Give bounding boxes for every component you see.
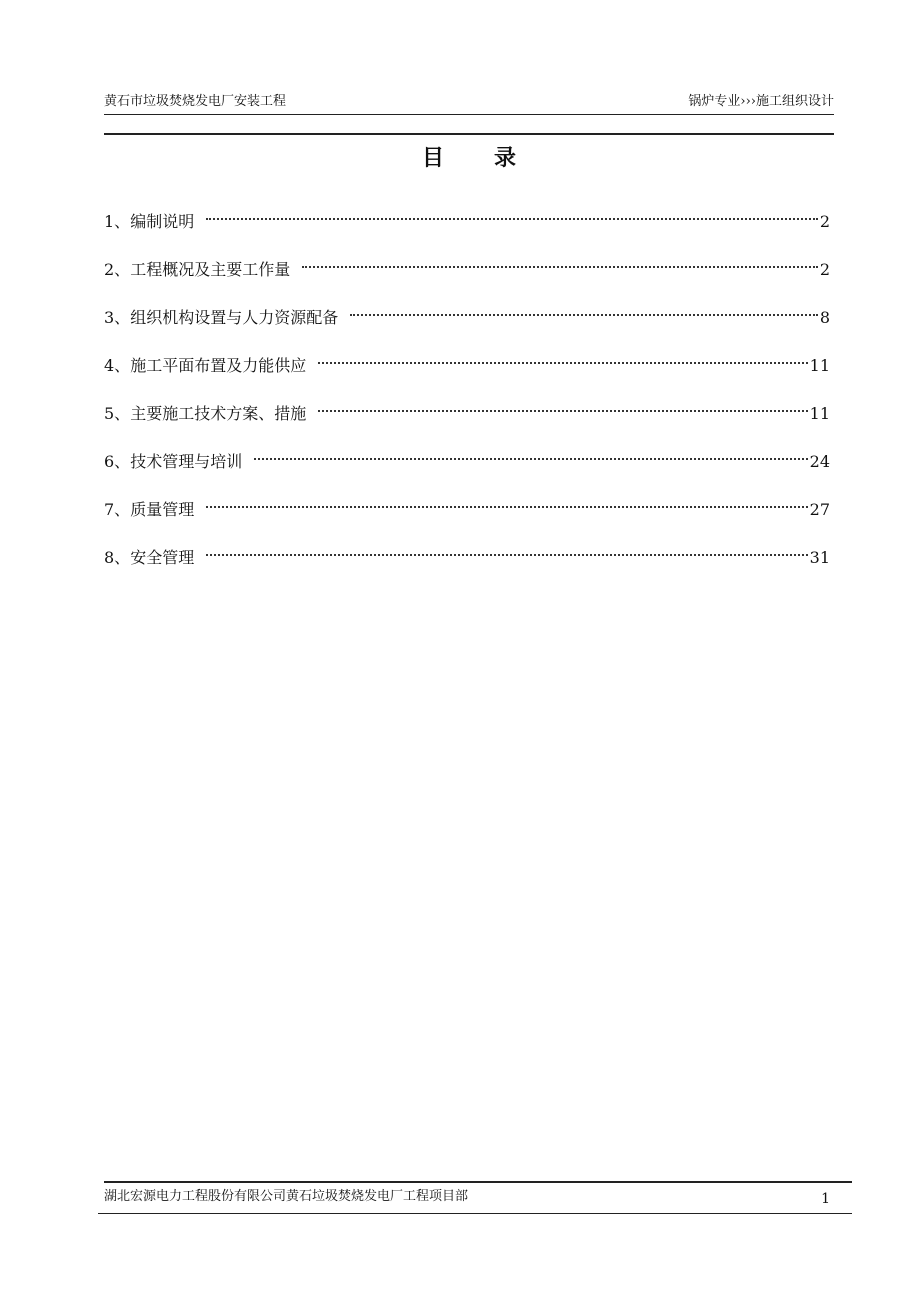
toc-entry-label: 主要施工技术方案、措施 xyxy=(130,404,307,423)
toc-entry-label: 技术管理与培训 xyxy=(130,452,243,471)
header-rule-thin xyxy=(104,114,834,115)
toc-entry-label: 安全管理 xyxy=(130,548,195,567)
toc-entry-label: 组织机构设置与人力资源配备 xyxy=(130,308,339,327)
toc-entry-number: 2、 xyxy=(104,260,131,279)
toc-entry-number: 3、 xyxy=(104,308,131,327)
page-header xyxy=(104,92,834,112)
header-rule-thick xyxy=(104,133,834,135)
toc-entry-page: 31 xyxy=(809,548,830,567)
toc-entry-number: 7、 xyxy=(104,500,131,519)
toc-entry-label: 工程概况及主要工作量 xyxy=(130,260,291,279)
footer-page-number: 1 xyxy=(821,1191,830,1207)
toc-entry-label: 编制说明 xyxy=(130,212,195,231)
header-document-type: 锅炉专业›››施工组织设计 xyxy=(688,94,834,109)
footer-rule-thick xyxy=(104,1181,852,1183)
toc-entry[interactable] xyxy=(104,206,830,254)
page-footer xyxy=(104,1186,830,1208)
toc-entry-page: 2 xyxy=(819,212,830,231)
toc-dot-leader xyxy=(318,410,807,412)
toc-dot-leader xyxy=(302,266,818,268)
toc-dot-leader xyxy=(254,458,807,460)
toc-entry[interactable] xyxy=(104,302,830,350)
toc-entry-number: 8、 xyxy=(104,548,131,567)
toc-entry[interactable] xyxy=(104,494,830,542)
toc-entry[interactable] xyxy=(104,254,830,302)
toc-entry-page: 24 xyxy=(809,452,830,471)
toc-entry-page: 27 xyxy=(809,500,830,519)
toc-dot-leader xyxy=(206,554,807,556)
footer-company-name: 湖北宏源电力工程股份有限公司黄石垃圾焚烧发电厂工程项目部 xyxy=(104,1189,469,1204)
toc-dot-leader xyxy=(350,314,818,316)
footer-rule-thin xyxy=(98,1213,852,1214)
toc-title-char-2: 录 xyxy=(494,146,517,171)
toc-entry-page: 8 xyxy=(819,308,830,327)
toc-entry-number: 1、 xyxy=(104,212,131,231)
toc-entry-number: 5、 xyxy=(104,404,131,423)
toc-dot-leader xyxy=(206,506,807,508)
toc-entry-page: 2 xyxy=(819,260,830,279)
toc-entry-label: 施工平面布置及力能供应 xyxy=(130,356,307,375)
toc-entry[interactable] xyxy=(104,446,830,494)
toc-entry[interactable] xyxy=(104,350,830,398)
table-of-contents xyxy=(104,206,830,590)
toc-entry-number: 4、 xyxy=(104,356,131,375)
toc-entry[interactable] xyxy=(104,542,830,590)
toc-entry-number: 6、 xyxy=(104,452,131,471)
toc-entry-label: 质量管理 xyxy=(130,500,195,519)
toc-title-char-1: 目 xyxy=(421,146,444,171)
toc-entry[interactable] xyxy=(104,398,830,446)
toc-title xyxy=(104,142,834,176)
header-project-name: 黄石市垃圾焚烧发电厂安装工程 xyxy=(104,94,287,109)
toc-dot-leader xyxy=(206,218,818,220)
toc-dot-leader xyxy=(318,362,807,364)
toc-entry-page: 11 xyxy=(809,404,830,423)
toc-entry-page: 11 xyxy=(809,356,830,375)
